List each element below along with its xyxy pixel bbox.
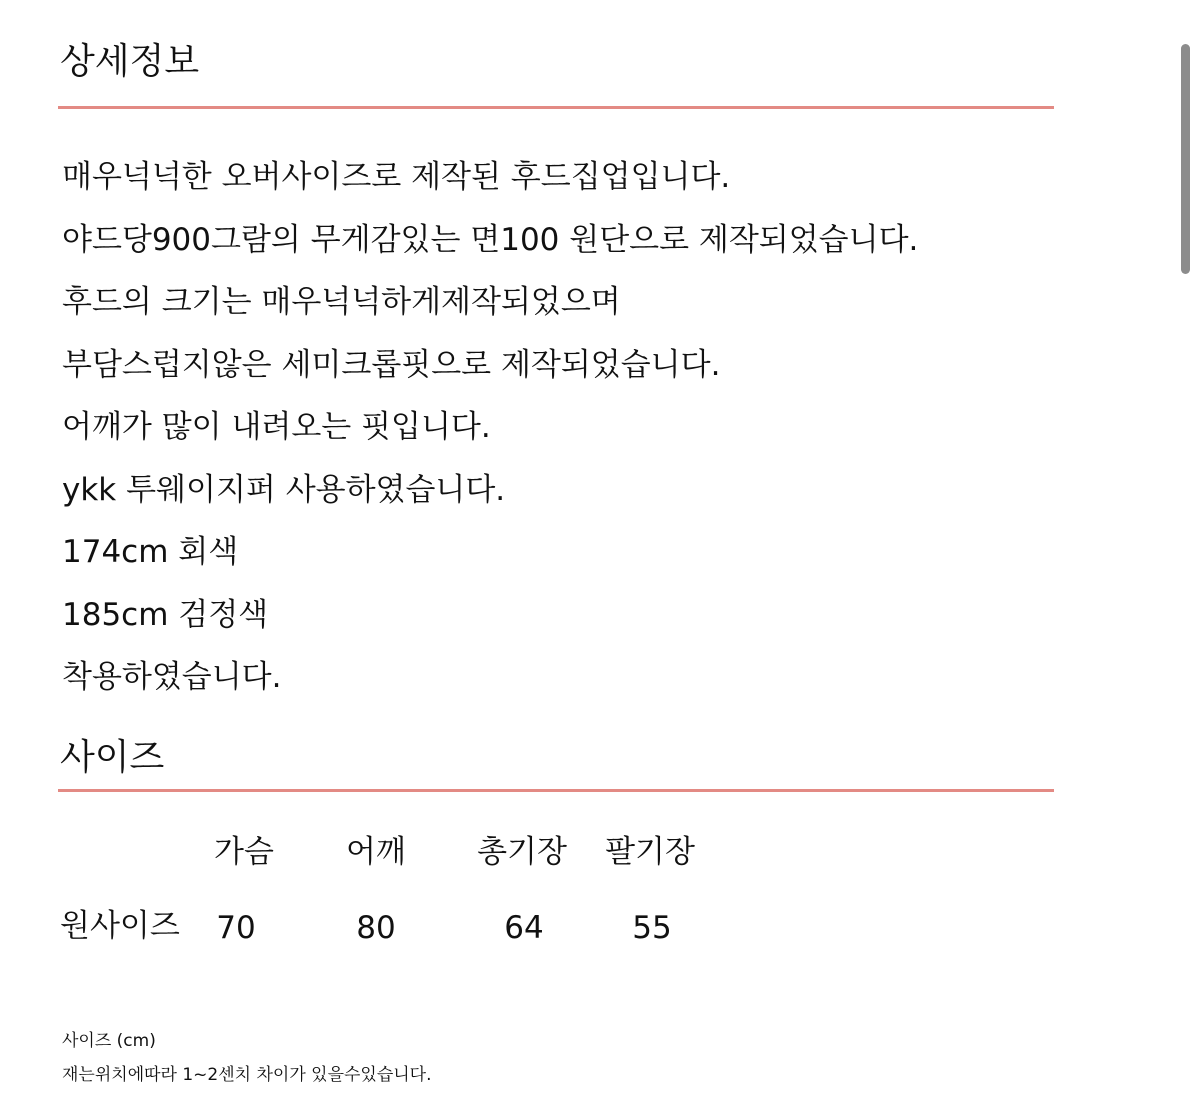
- size-value-shoulder: 80: [356, 910, 396, 946]
- detail-divider: [58, 106, 1054, 109]
- detail-description-list: [62, 146, 918, 709]
- size-measurement-note: 재는위치에따라 1~2센치 차이가 있을수있습니다.: [62, 1065, 432, 1085]
- size-header-chest: 가슴: [214, 834, 274, 870]
- description-line: 야드당900그람의 무게감있는 면100 원단으로 제작되었습니다.: [62, 221, 919, 258]
- description-line: 185cm 검정색: [62, 596, 269, 633]
- size-value-total-length: 64: [504, 910, 544, 946]
- size-header-total-length: 총기장: [477, 834, 567, 870]
- size-unit-note: 사이즈 (cm): [62, 1031, 156, 1051]
- detail-section-title: 상세정보: [60, 41, 200, 82]
- size-value-sleeve-length: 55: [632, 910, 672, 946]
- description-line: ykk 투웨이지퍼 사용하였습니다.: [62, 471, 506, 508]
- description-line: 매우넉넉한 오버사이즈로 제작된 후드집업입니다.: [62, 159, 731, 195]
- size-value-chest: 70: [216, 910, 256, 946]
- size-row-label: 원사이즈: [60, 908, 180, 944]
- size-divider: [58, 789, 1054, 792]
- description-line: 어깨가 많이 내려오는 핏입니다.: [62, 409, 491, 445]
- size-header-sleeve-length: 팔기장: [605, 834, 695, 870]
- size-section-title: 사이즈: [60, 737, 165, 778]
- description-line: 후드의 크기는 매우넉넉하게제작되었으며: [62, 284, 621, 320]
- size-header-shoulder: 어깨: [346, 834, 406, 870]
- scrollbar-thumb[interactable]: [1181, 44, 1190, 274]
- description-line: 착용하였습니다.: [62, 659, 282, 695]
- description-line: 174cm 회색: [62, 534, 239, 570]
- description-line: 부담스럽지않은 세미크롭핏으로 제작되었습니다.: [62, 346, 721, 383]
